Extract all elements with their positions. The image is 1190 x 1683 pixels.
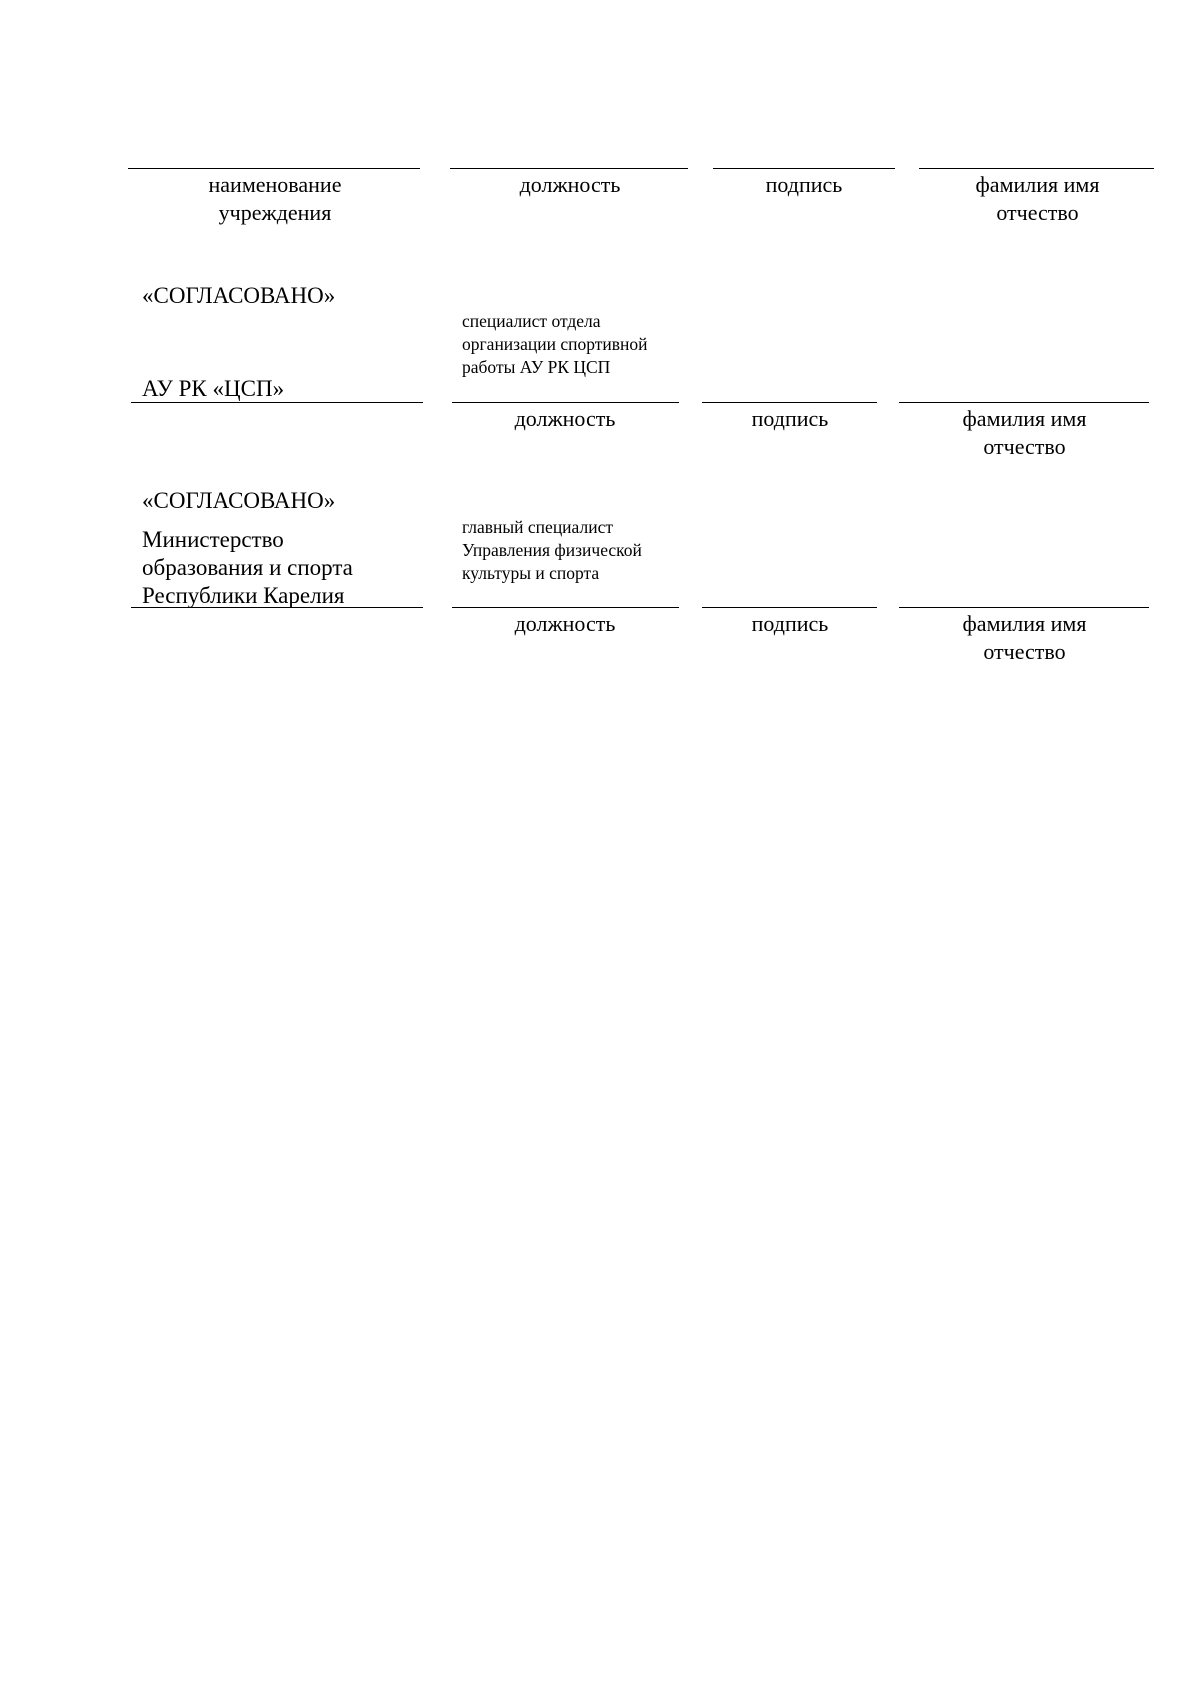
approver-org-1: АУ РК «ЦСП» <box>142 376 285 401</box>
approval-stamp-2: «СОГЛАСОВАНО» <box>142 488 336 513</box>
approval-stamp-1: «СОГЛАСОВАНО» <box>142 283 336 308</box>
signature-caption-2: подпись <box>751 611 829 636</box>
org-name-line <box>128 168 420 169</box>
fio-line-1 <box>899 402 1149 403</box>
position-line <box>450 168 688 169</box>
position-line-2 <box>452 607 679 608</box>
position-caption-2: должность <box>514 611 616 636</box>
org-line-2 <box>131 607 423 608</box>
approver-org-2: Министерство образования и спорта Республики Карелия <box>142 527 353 608</box>
fio-line-2 <box>899 607 1149 608</box>
fio-caption-1: фамилия имя отчество <box>962 406 1087 459</box>
approver-position-1: специалист отдела организации спортивной работы АУ РК ЦСП <box>462 311 648 377</box>
position-caption: должность <box>519 172 621 197</box>
org-name-caption: наименование учреждения <box>208 172 342 225</box>
position-line-1 <box>452 402 679 403</box>
fio-caption-2: фамилия имя отчество <box>962 611 1087 664</box>
signature-line-2 <box>702 607 877 608</box>
signature-line <box>713 168 895 169</box>
signature-caption: подпись <box>765 172 843 197</box>
position-caption-1: должность <box>514 406 616 431</box>
fio-line <box>919 168 1154 169</box>
signature-caption-1: подпись <box>751 406 829 431</box>
fio-caption: фамилия имя отчество <box>975 172 1100 225</box>
org-line-1 <box>131 402 423 403</box>
approver-position-2: главный специалист Управления физической культуры и спорта <box>462 517 642 583</box>
signature-line-1 <box>702 402 877 403</box>
